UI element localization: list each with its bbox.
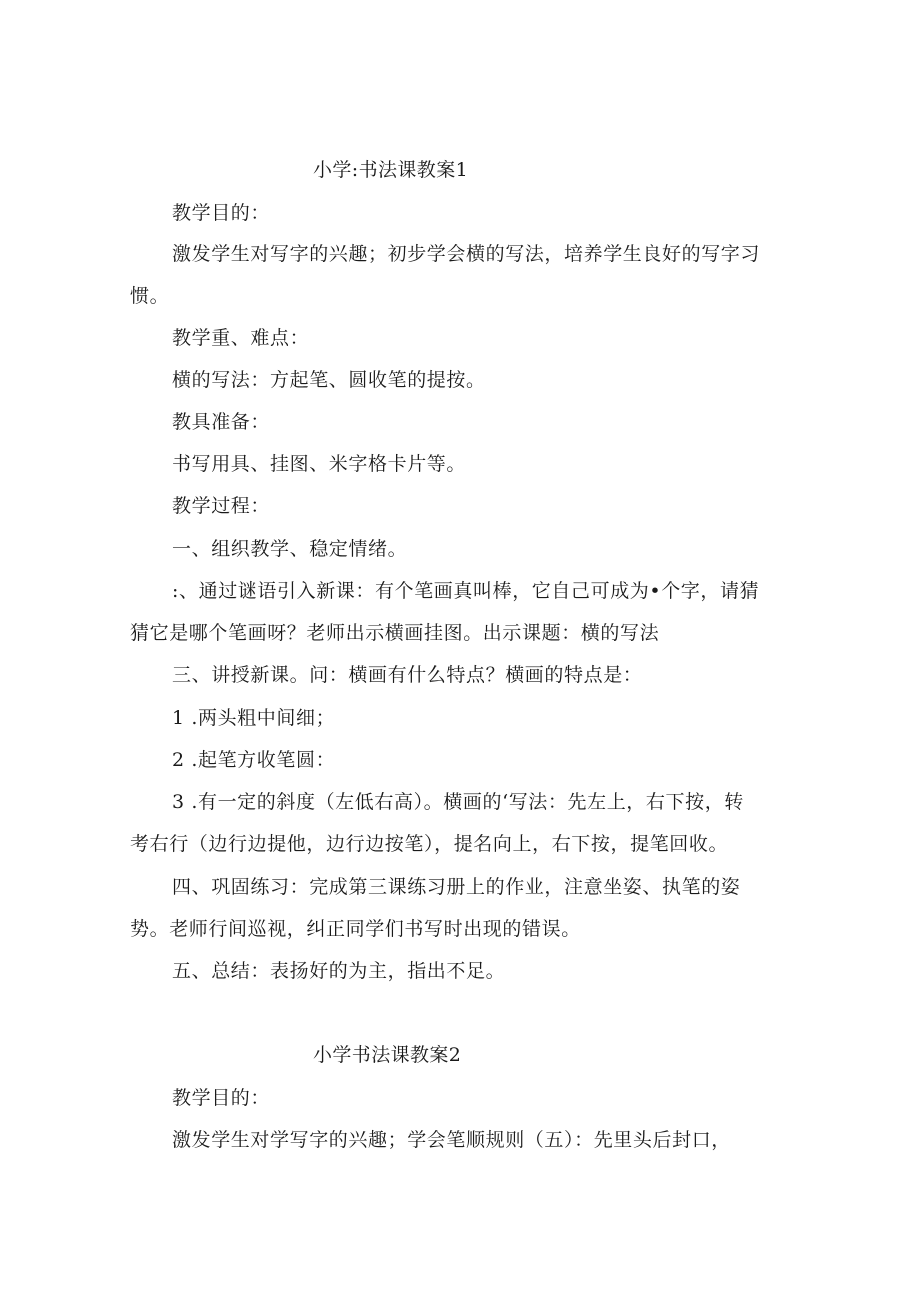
lesson1-step2-line1: :、通过谜语引入新课：有个笔画真叫棒，它自己可成为•个字，请猜 (172, 580, 760, 602)
lesson1-step2-line2: 猜它是哪个笔画呀？老师出示横画挂图。出示课题：横的写法 (130, 622, 660, 644)
lesson1-goal-heading: 教学目的： (172, 202, 271, 224)
lesson1-point2: 2 .起笔方收笔圆： (172, 749, 336, 771)
lesson1-goal-line1: 激发学生对写字的兴趣；初步学会横的写法，培养学生良好的写字习 (172, 243, 761, 265)
lesson2-goal-line1: 激发学生对学写字的兴趣；学会笔顺规则（五）：先里头后封口， (172, 1129, 731, 1151)
lesson1-tools-heading: 教具准备： (172, 411, 271, 433)
lesson1-title: 小学:书法课教案1 (313, 159, 469, 181)
lesson1-tools-text: 书写用具、挂图、米字格卡片等。 (172, 453, 467, 475)
lesson1-step5: 五、总结：表扬好的为主，指出不足。 (172, 960, 506, 982)
lesson1-goal-line2: 惯。 (130, 285, 170, 307)
lesson1-step3: 三、讲授新课。问：横画有什么特点？横画的特点是： (172, 664, 643, 686)
lesson1-point1: 1 .两头粗中间细； (172, 707, 336, 729)
lesson1-process-heading: 教学过程： (172, 495, 271, 517)
lesson1-point3-line2: 考右行（边行边提他，边行边按笔），提名向上，右下按，提笔回收。 (130, 833, 729, 855)
lesson2-goal-heading: 教学目的： (172, 1087, 271, 1109)
lesson1-step4-line1: 四、巩固练习：完成第三课练习册上的作业，注意坐姿、执笔的姿 (172, 876, 741, 898)
lesson1-key-text: 横的写法：方起笔、圆收笔的提按。 (172, 369, 486, 391)
lesson1-step4-line2: 势。老师行间巡视，纠正同学们书写时出现的错误。 (130, 918, 581, 940)
lesson1-key-heading: 教学重、难点： (172, 327, 310, 349)
lesson1-point3-line1: 3 .有一定的斜度（左低右高）。横画的‘写法：先左上，右下按，转 (172, 791, 744, 813)
lesson1-step1: 一、组织教学、稳定情绪。 (172, 538, 408, 560)
lesson2-title: 小学书法课教案2 (313, 1044, 462, 1066)
